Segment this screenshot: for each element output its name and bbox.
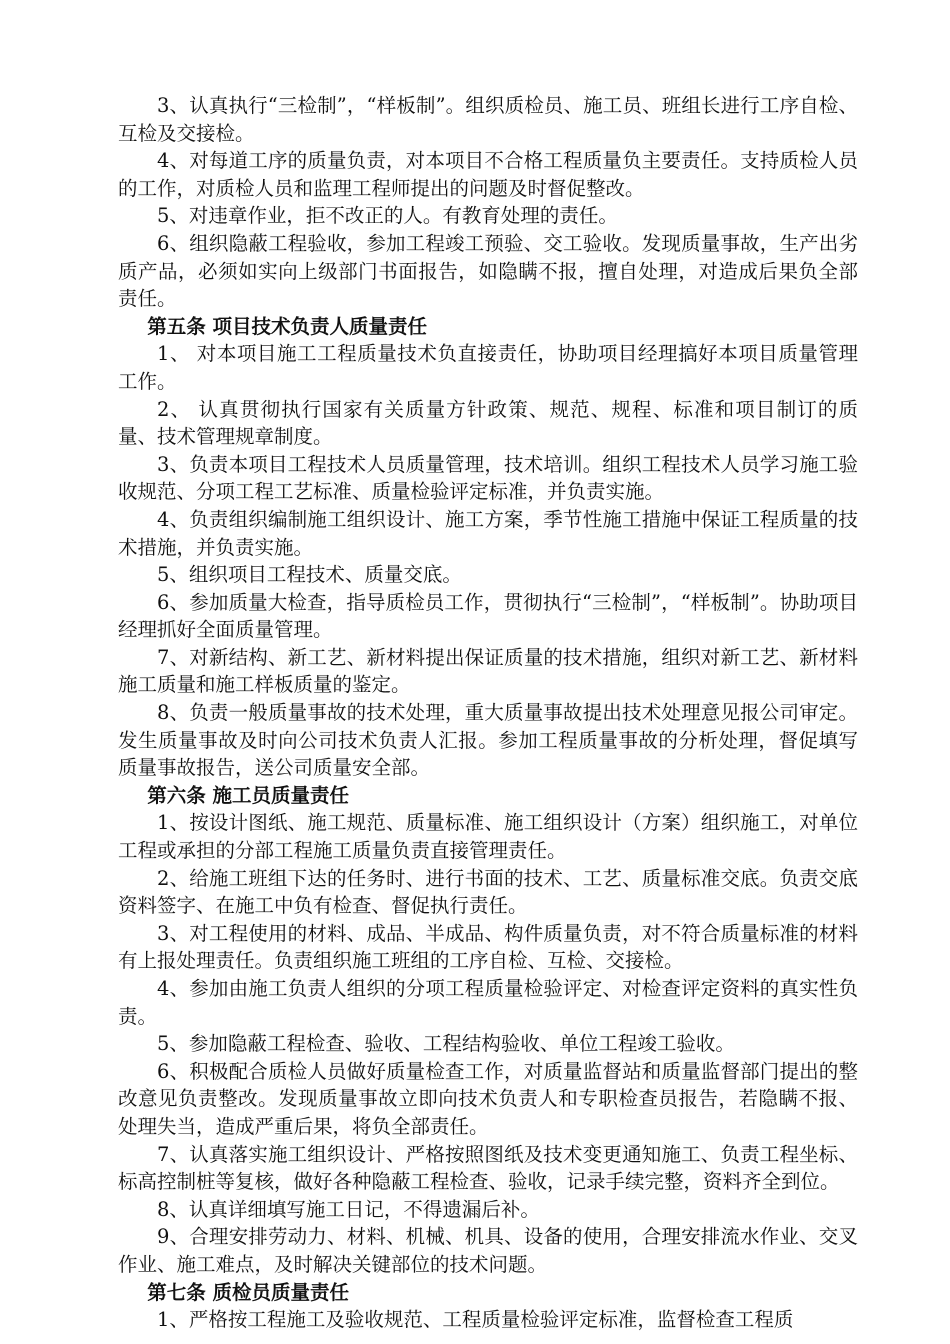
document-page (118, 92, 858, 1334)
paragraph: 4、参加由施工负责人组织的分项工程质量检验评定、对检查评定资料的真实性负责。 (118, 977, 858, 1028)
section-heading: 第五条 项目技术负责人质量责任 (147, 314, 428, 338)
paragraph: 2、 认真贯彻执行国家有关质量方针政策、规范、规程、标准和项目制订的质量、技术管理规章制度。 (118, 397, 858, 449)
paragraph: 5、对违章作业，拒不改正的人。有教育处理的责任。 (157, 204, 618, 228)
paragraph: 6、组织隐蔽工程验收，参加工程竣工预验、交工验收。发现质量事故，生产出劣质产品，必须如实向上级部门书面报告，如隐瞒不报，擅自处理，对造成后果负全部责任。 (118, 231, 858, 311)
paragraph: 6、积极配合质检人员做好质量检查工作，对质量监督站和质量监督部门提出的整改意见负责整改。发现质量事故立即向技术负责人和专职检查员报告，若隐瞒不报、处理失当，造成严重后果，将负全部责任。 (118, 1059, 858, 1138)
paragraph: 5、组织项目工程技术、质量交底。 (157, 563, 462, 587)
paragraph: 4、对每道工序的质量负责，对本项目不合格工程质量负主要责任。支持质检人员的工作，对质检人员和监理工程师提出的问题及时督促整改。 (118, 149, 858, 200)
paragraph: 3、对工程使用的材料、成品、半成品、构件质量负责，对不符合质量标准的材料有上报处理责任。负责组织施工班组的工序自检、互检、交接检。 (118, 921, 858, 973)
paragraph: 6、参加质量大检查，指导质检员工作，贯彻执行“三检制”，“样板制”。协助项目经理抓好全面质量管理。 (118, 590, 858, 642)
paragraph: 9、合理安排劳动力、材料、机械、机具、设备的使用，合理安排流水作业、交叉作业、施工难点，及时解决关键部位的技术问题。 (118, 1225, 858, 1276)
paragraph: 8、认真详细填写施工日记，不得遗漏后补。 (157, 1197, 540, 1221)
paragraph: 5、参加隐蔽工程检查、验收、工程结构验收、单位工程竣工验收。 (157, 1032, 735, 1056)
section-heading: 第七条 质检员质量责任 (147, 1280, 350, 1304)
paragraph: 2、给施工班组下达的任务时、进行书面的技术、工艺、质量标准交底。负责交底资料签字、在施工中负有检查、督促执行责任。 (118, 866, 858, 918)
paragraph: 3、负责本项目工程技术人员质量管理，技术培训。组织工程技术人员学习施工验收规范、分项工程工艺标准、质量检验评定标准，并负责实施。 (118, 452, 858, 504)
paragraph: 4、负责组织编制施工组织设计、施工方案，季节性施工措施中保证工程质量的技术措施，并负责实施。 (118, 507, 858, 559)
paragraph: 1、 对本项目施工工程质量技术负直接责任，协助项目经理搞好本项目质量管理工作。 (118, 342, 858, 393)
paragraph: 7、对新结构、新工艺、新材料提出保证质量的技术措施，组织对新工艺、新材料施工质量和施工样板质量的鉴定。 (118, 645, 858, 697)
paragraph: 1、按设计图纸、施工规范、质量标准、施工组织设计（方案）组织施工，对单位工程或承担的分部工程施工质量负责直接管理责任。 (118, 811, 858, 863)
paragraph: 3、认真执行“三检制”，“样板制”。组织质检员、施工员、班组长进行工序自检、互检及交接检。 (118, 94, 858, 145)
paragraph: 7、认真落实施工组织设计、严格按照图纸及技术变更通知施工、负责工程坐标、标高控制桩等复核，做好各种隐蔽工程检查、验收，记录手续完整，资料齐全到位。 (118, 1142, 858, 1194)
paragraph: 8、负责一般质量事故的技术处理，重大质量事故提出技术处理意见报公司审定。发生质量事故及时向公司技术负责人汇报。参加工程质量事故的分析处理，督促填写质量事故报告，送公司质量安全部。 (118, 701, 858, 780)
paragraph: 1、严格按工程施工及验收规范、工程质量检验评定标准，监督检查工程质 (157, 1308, 794, 1332)
section-heading: 第六条 施工员质量责任 (147, 783, 350, 807)
